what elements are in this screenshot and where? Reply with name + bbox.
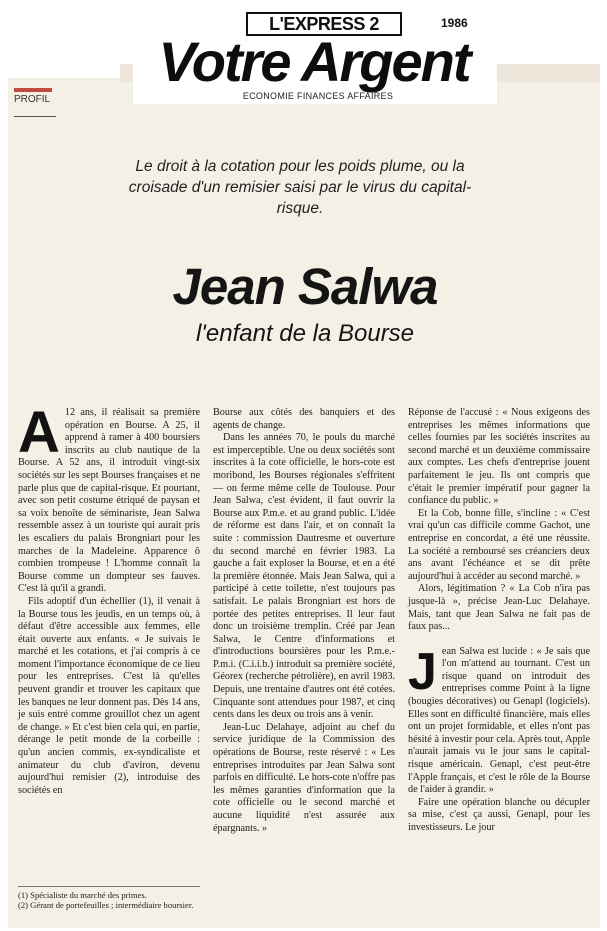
paragraph-text: ean Salwa est lucide : « Je sais que l'on m'attend au tournant. C'est un risque quand on introduit des entreprises comme Point à la ligne (bougies décoratives) ou Genapl (logiciels). Elles sont en difficulté financière, mais elles ont un projet formidable, et elles n'ont pas hésité à investir pour cela. Après tout, Apple n'aurait jamais vu le jour sans le capital-risque américain. Genapl, c'est peut-être l'Apple français, et c'est le rôle de la Bourse de l'aider à grandir. »: [408, 645, 590, 796]
paragraph: Fils adoptif d'un échellier (1), il venait à la Bourse tous les jeudis, en un temps où, à défaut d'être accessible aux femmes, elle était ouverte aux enfants. « Je suivais le marché et les cotations, et j'ai compris à ce moment l'importance économique de ce lieu pour les entreprises. C'est là qu'elles peuvent grandir et trouver les capitaux que les banques ne leur donnent pas. Dès 14 ans, je suis entré comme grouillot chez un agent de change. » Et c'est bien cela qui, en partie, dérange le petit monde de la corbeille : qu'un ancien commis, ex-syndicaliste et animateur du club d'aviron, devenu aujourd'hui remisier (2), introduise des sociétés en: [18, 595, 200, 796]
paragraph: Et la Cob, bonne fille, s'incline : « C'est vrai qu'un cas difficile comme Gachot, une entreprise en concordat, a été une réussite. La société a remboursé ses créanciers deux ans avant l'échéance et se dit prête aujourd'hui à accéder au second marché. »: [408, 507, 590, 582]
paragraph: [408, 642, 590, 797]
footnote: (1) Spécialiste du marché des primes.: [18, 890, 147, 900]
section-brand: Votre Argent: [158, 30, 470, 93]
section-marker: [14, 88, 52, 92]
paragraph: Dans les années 70, le pouls du marché est imperceptible. Une ou deux sociétés sont inscrites à la cote officielle, le hors-cote est moribond, les Bourses régionales s'effritent — on ferme même celle de Toulouse. Pour Jean Salwa, c'est évident, il faut ouvrir la Bourse aux P.m.e. et au grand public. L'idée de réforme est dans l'air, et on connaît la suite : commission Dautresme et ouverture du second marché en février 1983. La gauche a fait exploser la Bourse, et en a été la première étonnée. Mais Jean Salwa, qui a participé à cette toilette, n'est toujours pas satisfait. Le palais Brongniart est hors de portée des petites entreprises. Il leur faut donc un troisième tremplin. Créé par Jean Salwa, le Centre d'informations et d'introductions boursières pour les P.m.e.-P.m.i. (C.i.i.b.) introduit sa première société, Géorex (recherche pétrolière), en avril 1983. Depuis, une trentaine d'autres ont été cotées. Cinquante sont attendues pour 1987, et cinq cents dans les deux ou trois ans à venir.: [213, 432, 395, 721]
paragraph: [18, 400, 200, 596]
section-tagline: ECONOMIE FINANCES AFFAIRES: [242, 91, 394, 101]
footnotes: [18, 886, 200, 910]
publication-logo: L'EXPRESS 2: [246, 12, 402, 36]
paragraph: Jean-Luc Delahaye, adjoint au chef du service juridique de la Commission des opérations de Bourse, reste réservé : « Les entreprises introduites par Jean Salwa sont parfois en difficulté. Le hors-cote n'offre pas les mêmes garanties d'information que la cote officielle ou le second marché et aucune liquidité n'est assurée aux épargnants. »: [213, 721, 395, 834]
paragraph: Bourse aux côtés des banquiers et des agents de change.: [213, 407, 395, 431]
paragraph: Faire une opération blanche ou décupler sa mise, c'est ça aussi, Genapl, pour les investisseurs. Le jour: [408, 796, 590, 833]
article-column-1: [18, 400, 200, 797]
article-headline: Jean Salwa: [172, 258, 438, 315]
article-lede: Le droit à la cotation pour les poids plume, ou la croisade d'un remisier saisi par le virus du capital-risque.: [128, 158, 472, 217]
drop-cap: J: [408, 642, 437, 701]
publication-year: 1986: [441, 16, 468, 30]
drop-cap: A: [18, 400, 60, 465]
article-column-2: [213, 407, 395, 835]
article-column-3: [408, 407, 590, 835]
article-subhead: l'enfant de la Bourse: [195, 320, 415, 347]
paragraph: Alors, légitimation ? « La Cob n'ira pas jusque-là », précise Jean-Luc Delahaye. Mais, tant que Jean Salwa ne fait pas de faux pas...: [408, 583, 590, 633]
section-label: PROFIL: [14, 94, 51, 105]
footnote: (2) Gérant de portefeuilles ; intermédiaire boursier.: [18, 900, 194, 910]
paragraph-text: 12 ans, il réalisait sa première opération en Bourse. A 25, il apprend à ramer à 400 boursiers inscrits au club nautique de la Bourse. A 52 ans, il introduit vingt-six sociétés sur les sept Bourses françaises et ne parle plus que de capital-risque. Et pourtant, avec son petit costume étriqué de paysan et sa voix benoîte de séminariste, Jean Salwa ressemble assez à un touriste qui aurait pris les escaliers du palais Brongniart pour les marches de la Madeleine. Apparence ô combien trompeuse ! L'homme connaît la Bourse comme un dompteur ses fauves. C'est là qu'il a grandi.: [18, 407, 200, 595]
paragraph: Réponse de l'accusé : « Nous exigeons des entreprises les mêmes informations que celles fournies par les sociétés inscrites au second marché et un deuxième commissaire aux comptes. Les chefs d'entreprise jouent parfaitement le jeu. Ils ont compris que c'était le premier impératif pour gagner la confiance du public. »: [408, 407, 590, 507]
section-rule: [14, 116, 56, 117]
